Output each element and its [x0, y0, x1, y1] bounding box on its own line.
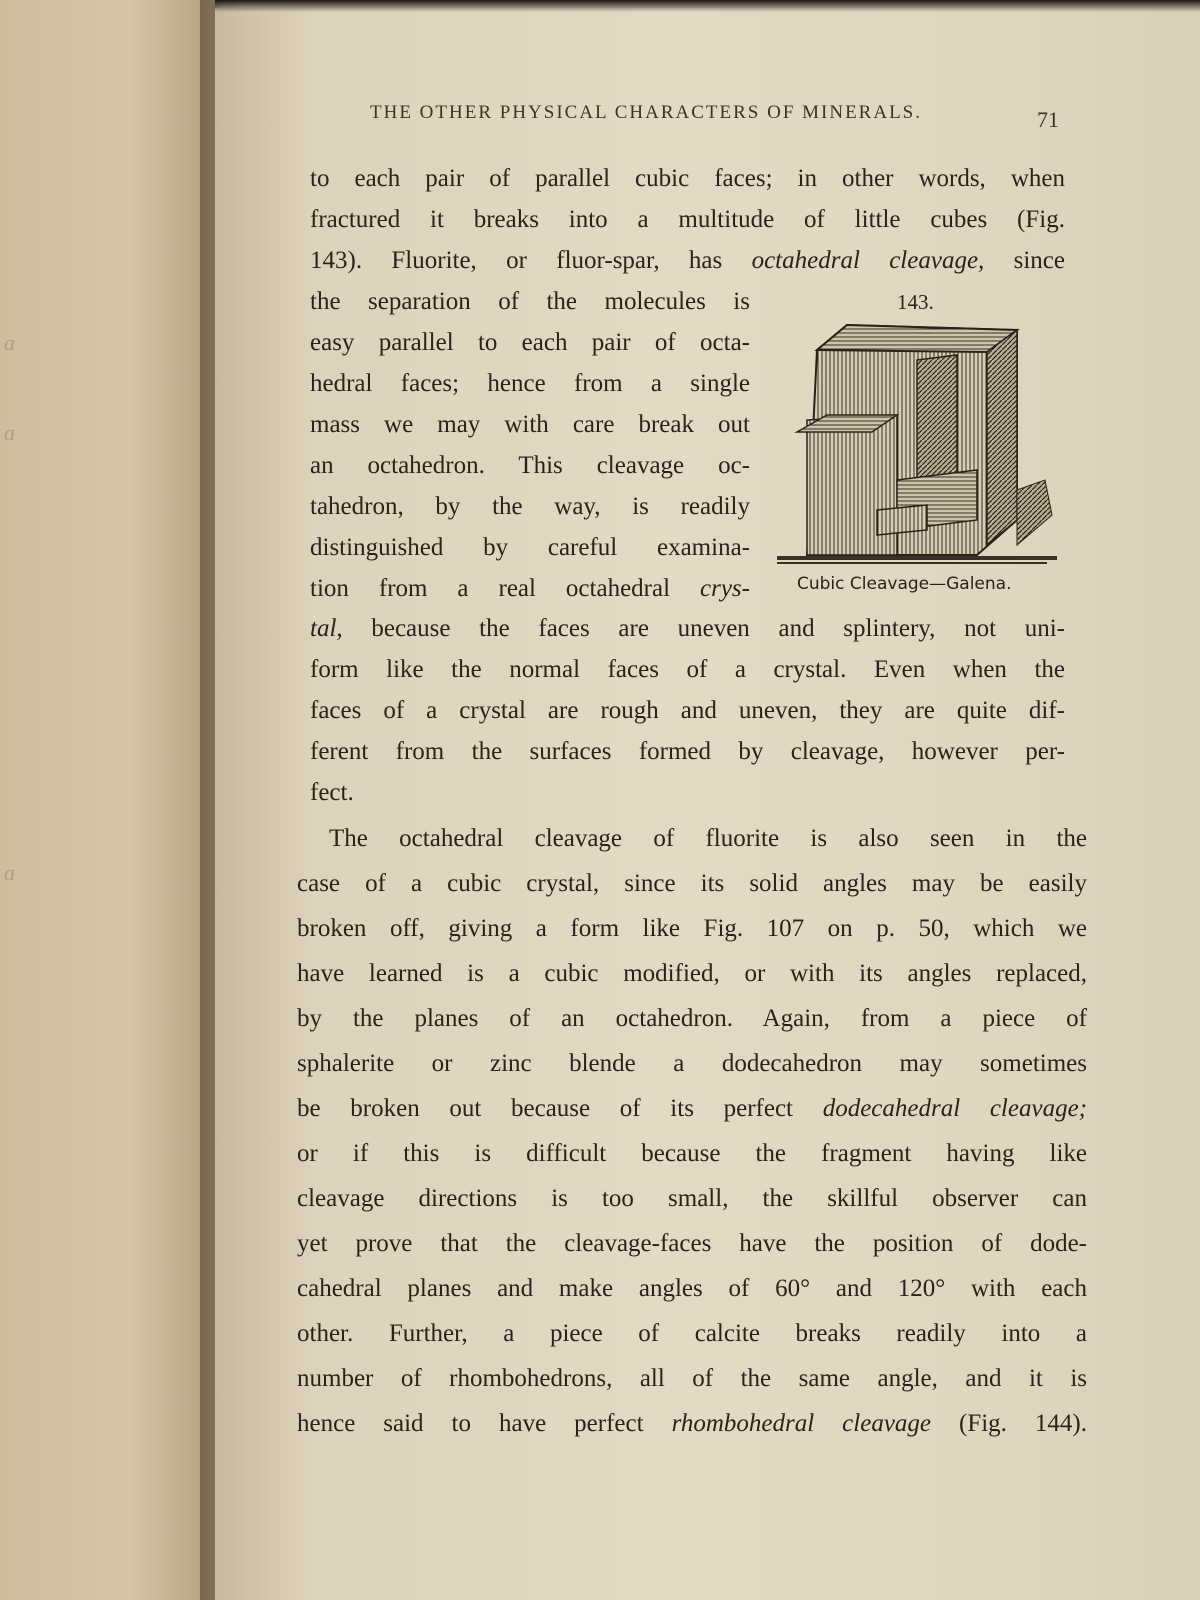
text-run: tion from a real octahedral: [310, 575, 701, 602]
italic-term: dodecahedral cleavage;: [822, 1095, 1087, 1122]
text-line: [310, 240, 1065, 281]
left-page-bleed-text: ɑ: [4, 420, 15, 445]
text-run: be broken out because of its perfect: [297, 1095, 823, 1122]
text-run: 143). Fluorite, or fluor-spar, has: [310, 247, 752, 274]
text-line: faces of a crystal are rough and uneven, they are quite dif-: [310, 697, 1065, 724]
left-page: [0, 0, 215, 1600]
text-line: [297, 1086, 1087, 1131]
text-line: have learned is a cubic modified, or with its angles replaced,: [297, 960, 1087, 987]
text-line: other. Further, a piece of calcite breaks readily into a: [297, 1320, 1087, 1347]
text-line: sphalerite or zinc blende a dodecahedron may sometimes: [297, 1050, 1087, 1077]
italic-term: crys-: [700, 575, 750, 602]
text-line: cahedral planes and make angles of 60° and 120° with each: [297, 1275, 1087, 1302]
text-line: or if this is difficult because the fragment having like: [297, 1140, 1087, 1167]
text-run: since: [984, 247, 1065, 274]
right-page: [215, 8, 1200, 1600]
text-line: ferent from the surfaces formed by cleavage, however per-: [310, 738, 1065, 765]
paragraph-1-side: [310, 281, 750, 609]
text-line: fect.: [310, 779, 354, 806]
text-line: case of a cubic crystal, since its solid angles may be easily: [297, 870, 1087, 897]
page-top-shadow: [215, 0, 1200, 12]
running-head: THE OTHER PHYSICAL CHARACTERS OF MINERALS.: [370, 102, 922, 123]
text-line: tahedron, by the way, is readily: [310, 493, 750, 520]
text-line: to each pair of parallel cubic faces; in other words, when: [310, 165, 1065, 192]
text-line: the separation of the molecules is: [310, 288, 750, 315]
page-number: 71: [1037, 107, 1059, 132]
left-page-bleed-text: ɑ: [4, 860, 15, 885]
figure-number: 143.: [897, 290, 934, 314]
text-line: mass we may with care break out: [310, 411, 750, 438]
galena-cleavage-illustration: [777, 320, 1077, 570]
text-line: yet prove that the cleavage-faces have the position of dode-: [297, 1230, 1087, 1257]
paragraph-1-top: [310, 158, 1065, 281]
text-line: hedral faces; hence from a single: [310, 370, 750, 397]
text-line: [310, 608, 1065, 649]
figure-caption: Cubic Cleavage—Galena.: [797, 574, 1012, 594]
text-line: fractured it breaks into a multitude of little cubes (Fig.: [310, 206, 1065, 233]
text-line: easy parallel to each pair of octa-: [310, 329, 750, 356]
figure-143: [777, 290, 1077, 610]
text-line: an octahedron. This cleavage oc-: [310, 452, 750, 479]
text-line: broken off, giving a form like Fig. 107 on p. 50, which we: [297, 915, 1087, 942]
paragraph-1-end: [310, 608, 1065, 813]
text-run: (Fig. 144).: [931, 1410, 1088, 1437]
text-run: hence said to have perfect: [297, 1410, 672, 1437]
text-line: [310, 568, 750, 609]
paragraph-2: [297, 816, 1087, 1446]
italic-term: rhombohedral cleavage: [671, 1410, 932, 1437]
text-run: because the faces are uneven and splintery, not uni-: [342, 615, 1065, 642]
italic-term: octahedral cleavage,: [751, 247, 985, 274]
text-line: distinguished by careful examina-: [310, 534, 750, 561]
left-page-bleed-text: ɑ: [4, 330, 15, 355]
text-line: form like the normal faces of a crystal. Even when the: [310, 656, 1065, 683]
text-line: by the planes of an octahedron. Again, from a piece of: [297, 1005, 1087, 1032]
text-line: cleavage directions is too small, the skillful observer can: [297, 1185, 1087, 1212]
text-line: number of rhombohedrons, all of the same angle, and it is: [297, 1365, 1087, 1392]
text-line: The octahedral cleavage of fluorite is also seen in the: [329, 825, 1087, 852]
text-line: [297, 1401, 1087, 1446]
italic-term: tal,: [310, 615, 343, 642]
